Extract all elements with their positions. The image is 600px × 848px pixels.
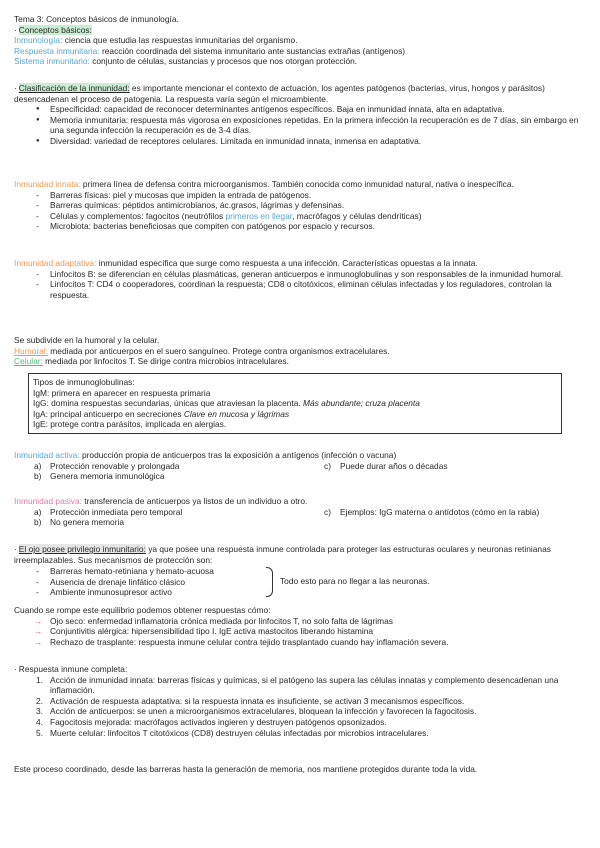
breakdown-list <box>14 616 586 648</box>
list-item: ● Memoria inmunitaria: respuesta más vigorosa en exposiciones repetidas. En la primera infección la recuperación es de 7 días, sin embargo en una segunda infección la recuperación es de 3-4 días. <box>14 115 586 136</box>
eye-mechanisms <box>14 566 574 598</box>
subdivide-intro: Se subdivide en la humoral y la celular. <box>14 335 160 345</box>
basics-heading: · Conceptos básicos: <box>14 24 92 35</box>
list-item: - Ausencia de drenaje linfático clásico <box>14 577 574 588</box>
page-title: Tema 3: Conceptos básicos de inmunología. <box>14 14 179 24</box>
immunoglobulin-box <box>28 373 562 434</box>
innate-list <box>14 190 586 232</box>
adaptive-list <box>14 269 586 301</box>
basics-section <box>14 14 586 67</box>
innate-section <box>14 179 586 232</box>
complete-section <box>14 664 586 738</box>
list-item: 5. Muerte celular: linfocitos T citotóxicos (CD8) destruyen células infectadas por microbios intracelulares. <box>36 727 429 738</box>
humoral-line: Humoral: mediada por anticuerpos en el suero sanguíneo. Protege contra organismos extracelulares. <box>14 345 390 356</box>
list-item: - Microbiota: bacterias beneficiosas que compiten con patógenos por espacio y recursos. <box>14 221 586 232</box>
basics-item: Respuesta inmunitaria: reacción coordinada del sistema inmunitario ante sustancias extrañas (antígenos) <box>14 45 406 56</box>
list-item: - Barreras físicas: piel y mucosas que impiden la entrada de patógenos. <box>14 190 586 201</box>
list-item: 2. Activación de respuesta adaptativa: si la respuesta innata es insuficiente, se activan 3 mecanismos específicos. <box>36 695 465 706</box>
ig-iga: IgA: principal anticuerpo en secreciones Clave en mucosa y lágrimas <box>33 408 290 419</box>
subdivide-section <box>14 335 586 367</box>
brace-note: Todo esto para no llegar a las neuronas. <box>280 576 430 586</box>
active-row: b) Genera memoria inmunológica <box>34 471 165 482</box>
eye-section <box>14 544 586 565</box>
ig-title: Tipos de inmunoglobulinas: <box>33 377 135 387</box>
complete-heading: · Respuesta inmune completa: <box>14 664 128 674</box>
list-item: - Linfocitos B: se diferencian en células plasmáticas, generan anticuerpos e inmunoglobulinas y son responsables de la inmunidad humoral. <box>14 269 586 280</box>
breakdown-intro: Cuando se rompe este equilibrio podemos obtener respuestas cómo: <box>14 605 271 615</box>
list-item: → Ojo seco: enfermedad inflamatoria crónica mediada por linfocitos T, no solo falta de lágrimas <box>14 616 586 627</box>
list-item: - Células y complementos: fagocitos (neutrófilos primeros en llegar, macrófagos y células dendríticas) <box>14 211 586 222</box>
breakdown-section <box>14 605 586 647</box>
ig-ige: IgE: protege contra parásitos, implicada en alergias. <box>33 419 227 430</box>
list-item: ● Especificidad: capacidad de reconocer determinantes antígenos específicos. Baja en inmunidad innata, alta en adaptativa. <box>14 104 586 115</box>
active-section <box>14 450 586 482</box>
eye-intro: · El ojo posee privilegio inmunitario: ya que posee una respuesta inmune controlada para proteger las estructuras oculares y neuronas retinianas irreemplazables. Sus mecanismos de protección son: <box>14 544 551 565</box>
list-item: - Barreras hemato-retiniana y hemato-acuosa <box>14 566 574 577</box>
complete-steps <box>14 675 586 739</box>
passive-intro: Inmunidad pasiva: transferencia de anticuerpos ya listos de un individuo a otro. <box>14 496 308 506</box>
ig-igg: IgG: domina respuestas secundarias, únicas que atraviesan la placenta. Más abundante; cruza placenta <box>33 398 420 409</box>
conclusion: Este proceso coordinado, desde las barreras hasta la generación de memoria, nos mantiene protegidos durante toda la vida. <box>14 764 478 774</box>
list-item: - Linfocitos T: CD4 o cooperadores, coordinan la respuesta; CD8 o citotóxicos, eliminan células infectadas y los reguladores, controlan la respuesta. <box>14 279 586 300</box>
ig-igm: IgM: primera en aparecer en respuesta primaria <box>33 387 211 398</box>
conclusion-section <box>14 764 586 775</box>
list-item: ● Diversidad: variedad de receptores celulares. Limitada en inmunidad innata, inmensa en adaptativa. <box>14 136 586 147</box>
list-item: → Rechazo de trasplante: respuesta inmune celular contra tejido trasplantado cuando hay inflamación severa. <box>14 637 586 648</box>
active-row: a) Protección renovable y prolongada c) Puede durar años o décadas <box>34 460 448 471</box>
classification-list <box>14 104 586 146</box>
adaptive-section <box>14 258 586 300</box>
passive-row: a) Protección inmediata pero temporal c) Ejemplos: IgG materna o antídotos (cómo en la rabia) <box>34 506 540 517</box>
basics-item: Inmunología: ciencia que estudia las respuestas inmunitarias del organismo. <box>14 35 298 46</box>
classification-section <box>14 83 586 147</box>
list-item: - Barreras químicas: péptidos antimicrobianos, ác.grasos, lágrimas y defensinas. <box>14 200 586 211</box>
classification-intro: · Clasificación de la inmunidad: es importante mencionar el contexto de actuación, los agentes patógenos (bacterias, virus, hongos y parásitos) desencadenan el proceso de patogenia. La respuesta varía según el microambiente. <box>14 83 545 104</box>
adaptive-intro: Inmunidad adaptativa: inmunidad específica que surge como respuesta a una infección. Características opuestas a la innata. <box>14 258 478 268</box>
passive-section <box>14 496 586 528</box>
list-item: - Ambiente inmunosupresor activo <box>14 587 574 598</box>
passive-row: b) No genera memoria <box>34 517 125 528</box>
active-intro: Inmunidad activa: producción propia de anticuerpos tras la exposición a antígenos (infección o vacuna) <box>14 450 397 460</box>
list-item: 4. Fagocitosis mejorada: macrófagos activados ingieren y destruyen patógenos opsonizados. <box>36 716 387 727</box>
list-item: 1. Acción de inmunidad innata: barreras físicas y químicas, si el patógeno las supera las células innatas y complemento desencadenan una inflamación. <box>36 674 559 696</box>
brace-shape <box>266 567 273 597</box>
list-item: → Conjuntivitis alérgica: hipersensibilidad tipo I. IgE activa mastocitos liberando histamina <box>14 626 586 637</box>
celular-line: Celular: mediada por linfocitos T. Se dirige contra microbios intracelulares. <box>14 356 289 367</box>
innate-intro: Inmunidad innata: primera línea de defensa contra microorganismos. También conocida como inmunidad natural, nativa o inespecífica. <box>14 179 514 189</box>
list-item: 3. Acción de anticuerpos: se unen a microorganismos extracelulares, bloquean la infección y favorecen la fagocitosis. <box>36 706 477 717</box>
basics-item: Sistema inmunitario: conjunto de células, sustancias y procesos que nos otorgan protección. <box>14 56 358 67</box>
